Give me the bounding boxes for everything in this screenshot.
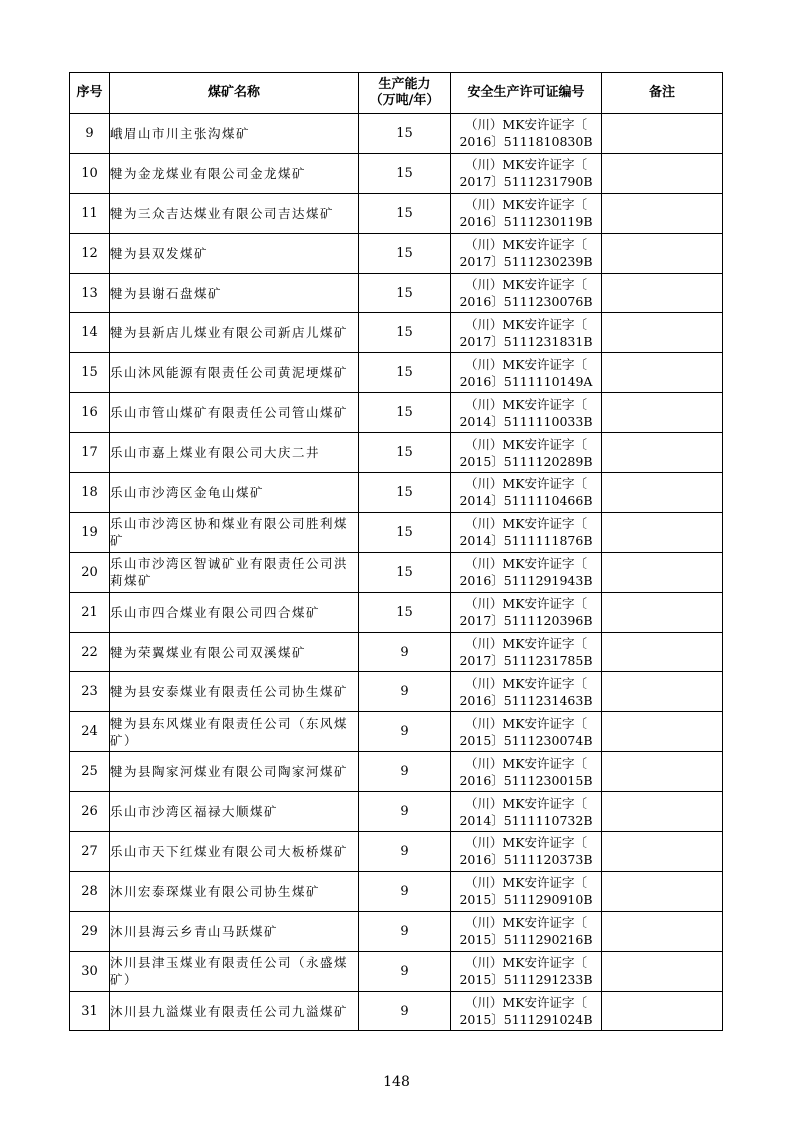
note-cell bbox=[602, 193, 723, 233]
license-line2: 2015〕5111291233B bbox=[459, 972, 593, 988]
license-line2: 2017〕5111231785B bbox=[459, 653, 593, 669]
row-number: 31 bbox=[70, 991, 110, 1031]
license-line1: （川）MK安许证字〔 bbox=[464, 476, 588, 492]
row-number: 17 bbox=[70, 433, 110, 473]
mine-name: 乐山市沙湾区金龟山煤矿 bbox=[110, 473, 359, 513]
mine-name: 犍为县陶家河煤业有限公司陶家河煤矿 bbox=[110, 752, 359, 792]
capacity-value: 9 bbox=[359, 871, 451, 911]
row-number: 29 bbox=[70, 911, 110, 951]
license-line2: 2017〕5111231831B bbox=[459, 333, 593, 349]
mine-name: 乐山市沙湾区智诚矿业有限责任公司洪莉煤矿 bbox=[110, 552, 359, 592]
header-capacity bbox=[359, 73, 451, 114]
license-number bbox=[451, 313, 602, 353]
row-number: 28 bbox=[70, 871, 110, 911]
note-cell bbox=[602, 991, 723, 1031]
mine-name: 犍为县谢石盘煤矿 bbox=[110, 273, 359, 313]
note-cell bbox=[602, 552, 723, 592]
mine-name: 犍为县东风煤业有限责任公司（东风煤矿） bbox=[110, 712, 359, 752]
license-number bbox=[451, 712, 602, 752]
note-cell bbox=[602, 752, 723, 792]
note-cell bbox=[602, 951, 723, 991]
mine-name: 峨眉山市川主张沟煤矿 bbox=[110, 114, 359, 154]
table-row bbox=[70, 832, 723, 872]
license-line2: 2015〕5111290910B bbox=[459, 892, 593, 908]
license-number bbox=[451, 353, 602, 393]
row-number: 18 bbox=[70, 473, 110, 513]
license-line2: 2016〕5111230015B bbox=[459, 772, 593, 788]
table-row bbox=[70, 393, 723, 433]
capacity-value: 15 bbox=[359, 193, 451, 233]
mine-name: 乐山市沙湾区福禄大顺煤矿 bbox=[110, 792, 359, 832]
license-number bbox=[451, 672, 602, 712]
capacity-value: 15 bbox=[359, 114, 451, 154]
mine-name: 沐川宏泰琛煤业有限公司协生煤矿 bbox=[110, 871, 359, 911]
note-cell bbox=[602, 911, 723, 951]
mine-name: 犍为荣翼煤业有限公司双溪煤矿 bbox=[110, 632, 359, 672]
header-note: 备注 bbox=[602, 73, 723, 114]
license-line1: （川）MK安许证字〔 bbox=[464, 875, 588, 891]
row-number: 20 bbox=[70, 552, 110, 592]
row-number: 15 bbox=[70, 353, 110, 393]
license-line2: 2016〕5111230119B bbox=[459, 214, 593, 230]
table-row bbox=[70, 313, 723, 353]
license-line1: （川）MK安许证字〔 bbox=[464, 755, 588, 771]
row-number: 21 bbox=[70, 592, 110, 632]
license-line2: 2016〕5111231463B bbox=[459, 692, 593, 708]
capacity-value: 15 bbox=[359, 592, 451, 632]
capacity-value: 9 bbox=[359, 951, 451, 991]
table-row bbox=[70, 911, 723, 951]
license-line1: （川）MK安许证字〔 bbox=[464, 596, 588, 612]
table-row bbox=[70, 552, 723, 592]
license-number bbox=[451, 792, 602, 832]
row-number: 12 bbox=[70, 233, 110, 273]
mine-name: 乐山市管山煤矿有限责任公司管山煤矿 bbox=[110, 393, 359, 433]
capacity-value: 9 bbox=[359, 832, 451, 872]
capacity-value: 15 bbox=[359, 473, 451, 513]
license-number bbox=[451, 512, 602, 552]
capacity-value: 15 bbox=[359, 433, 451, 473]
table-row bbox=[70, 672, 723, 712]
table-row bbox=[70, 153, 723, 193]
mine-name: 犍为金龙煤业有限公司金龙煤矿 bbox=[110, 153, 359, 193]
license-line1: （川）MK安许证字〔 bbox=[464, 197, 588, 213]
row-number: 24 bbox=[70, 712, 110, 752]
license-line1: （川）MK安许证字〔 bbox=[464, 277, 588, 292]
mine-name: 乐山沐风能源有限责任公司黄泥埂煤矿 bbox=[110, 353, 359, 393]
note-cell bbox=[602, 632, 723, 672]
note-cell bbox=[602, 473, 723, 513]
license-line1: （川）MK安许证字〔 bbox=[464, 835, 588, 851]
license-number bbox=[451, 273, 602, 313]
license-line2: 2014〕5111110732B bbox=[459, 812, 593, 828]
license-line2: 2015〕5111230074B bbox=[459, 732, 593, 748]
mine-name: 乐山市天下红煤业有限公司大板桥煤矿 bbox=[110, 832, 359, 872]
header-capacity-line2: （万吨/年） bbox=[369, 93, 440, 108]
header-capacity-line1: 生产能力 bbox=[378, 77, 431, 92]
capacity-value: 15 bbox=[359, 393, 451, 433]
mine-name: 沐川县津玉煤业有限责任公司（永盛煤矿） bbox=[110, 951, 359, 991]
table-row bbox=[70, 114, 723, 154]
license-line1: （川）MK安许证字〔 bbox=[464, 436, 588, 452]
note-cell bbox=[602, 871, 723, 911]
note-cell bbox=[602, 832, 723, 872]
license-number bbox=[451, 752, 602, 792]
license-line2: 2016〕5111230076B bbox=[459, 294, 593, 309]
license-number bbox=[451, 552, 602, 592]
license-number bbox=[451, 951, 602, 991]
mine-name: 犍为县新店儿煤业有限公司新店儿煤矿 bbox=[110, 313, 359, 353]
license-number bbox=[451, 473, 602, 513]
row-number: 22 bbox=[70, 632, 110, 672]
license-line2: 2016〕5111110149A bbox=[459, 373, 593, 389]
license-line2: 2016〕5111810830B bbox=[459, 134, 593, 150]
table-row bbox=[70, 871, 723, 911]
row-number: 14 bbox=[70, 313, 110, 353]
mine-name: 乐山市嘉上煤业有限公司大庆二井 bbox=[110, 433, 359, 473]
license-number bbox=[451, 233, 602, 273]
license-line1: （川）MK安许证字〔 bbox=[464, 795, 588, 811]
mine-name: 乐山市沙湾区协和煤业有限公司胜利煤矿 bbox=[110, 512, 359, 552]
capacity-value: 9 bbox=[359, 632, 451, 672]
row-number: 19 bbox=[70, 512, 110, 552]
header-license: 安全生产许可证编号 bbox=[451, 73, 602, 114]
row-number: 25 bbox=[70, 752, 110, 792]
mine-name: 沐川县海云乡青山马跃煤矿 bbox=[110, 911, 359, 951]
license-number bbox=[451, 832, 602, 872]
page-number: 148 bbox=[383, 1074, 410, 1090]
row-number: 9 bbox=[70, 114, 110, 154]
row-number: 16 bbox=[70, 393, 110, 433]
license-line1: （川）MK安许证字〔 bbox=[464, 556, 588, 572]
capacity-value: 9 bbox=[359, 991, 451, 1031]
license-line1: （川）MK安许证字〔 bbox=[464, 316, 588, 332]
license-line1: （川）MK安许证字〔 bbox=[464, 396, 588, 412]
table-row bbox=[70, 991, 723, 1031]
table-row bbox=[70, 712, 723, 752]
capacity-value: 15 bbox=[359, 353, 451, 393]
license-line2: 2016〕5111120373B bbox=[459, 852, 593, 868]
row-number: 26 bbox=[70, 792, 110, 832]
row-number: 30 bbox=[70, 951, 110, 991]
capacity-value: 15 bbox=[359, 153, 451, 193]
capacity-value: 15 bbox=[359, 512, 451, 552]
capacity-value: 9 bbox=[359, 672, 451, 712]
table-row bbox=[70, 473, 723, 513]
note-cell bbox=[602, 233, 723, 273]
note-cell bbox=[602, 393, 723, 433]
table-row bbox=[70, 193, 723, 233]
license-line2: 2014〕5111111876B bbox=[459, 533, 593, 549]
coal-mine-table bbox=[69, 72, 723, 1031]
license-line1: （川）MK安许证字〔 bbox=[464, 356, 588, 372]
note-cell bbox=[602, 114, 723, 154]
capacity-value: 9 bbox=[359, 792, 451, 832]
table-row bbox=[70, 792, 723, 832]
row-number: 10 bbox=[70, 153, 110, 193]
license-number bbox=[451, 871, 602, 911]
row-number: 23 bbox=[70, 672, 110, 712]
license-line1: （川）MK安许证字〔 bbox=[464, 157, 588, 173]
header-no: 序号 bbox=[70, 73, 110, 114]
row-number: 27 bbox=[70, 832, 110, 872]
table-row bbox=[70, 951, 723, 991]
license-number bbox=[451, 114, 602, 154]
license-line2: 2015〕5111290216B bbox=[459, 932, 593, 948]
table-row bbox=[70, 512, 723, 552]
table-row bbox=[70, 353, 723, 393]
note-cell bbox=[602, 592, 723, 632]
license-number bbox=[451, 393, 602, 433]
table-row bbox=[70, 233, 723, 273]
note-cell bbox=[602, 313, 723, 353]
row-number: 13 bbox=[70, 273, 110, 313]
capacity-value: 15 bbox=[359, 552, 451, 592]
table-row bbox=[70, 752, 723, 792]
license-number bbox=[451, 911, 602, 951]
note-cell bbox=[602, 353, 723, 393]
note-cell bbox=[602, 433, 723, 473]
mine-name: 乐山市四合煤业有限公司四合煤矿 bbox=[110, 592, 359, 632]
mine-name: 犍为县安泰煤业有限责任公司协生煤矿 bbox=[110, 672, 359, 712]
mine-name: 犍为三众吉达煤业有限公司吉达煤矿 bbox=[110, 193, 359, 233]
license-line1: （川）MK安许证字〔 bbox=[464, 995, 588, 1011]
table-row bbox=[70, 632, 723, 672]
capacity-value: 9 bbox=[359, 752, 451, 792]
note-cell bbox=[602, 153, 723, 193]
capacity-value: 15 bbox=[359, 233, 451, 273]
license-line2: 2016〕5111291943B bbox=[459, 573, 593, 589]
note-cell bbox=[602, 512, 723, 552]
capacity-value: 9 bbox=[359, 712, 451, 752]
license-line2: 2017〕5111231790B bbox=[459, 174, 593, 190]
license-number bbox=[451, 592, 602, 632]
license-line1: （川）MK安许证字〔 bbox=[464, 915, 588, 931]
license-number bbox=[451, 433, 602, 473]
license-line1: （川）MK安许证字〔 bbox=[464, 237, 588, 253]
license-line1: （川）MK安许证字〔 bbox=[464, 955, 588, 971]
license-number bbox=[451, 991, 602, 1031]
license-line1: （川）MK安许证字〔 bbox=[464, 636, 588, 652]
table-header-row bbox=[70, 73, 723, 114]
license-number bbox=[451, 632, 602, 672]
license-line2: 2017〕5111120396B bbox=[459, 613, 593, 629]
table-row bbox=[70, 273, 723, 313]
mine-name: 犍为县双发煤矿 bbox=[110, 233, 359, 273]
note-cell bbox=[602, 792, 723, 832]
note-cell bbox=[602, 712, 723, 752]
table-row bbox=[70, 592, 723, 632]
license-number bbox=[451, 193, 602, 233]
license-line1: （川）MK安许证字〔 bbox=[464, 675, 588, 691]
license-line2: 2017〕5111230239B bbox=[459, 254, 593, 270]
capacity-value: 9 bbox=[359, 911, 451, 951]
license-line1: （川）MK安许证字〔 bbox=[464, 715, 588, 731]
license-line2: 2015〕5111120289B bbox=[459, 453, 593, 469]
mine-name: 沐川县九溢煤业有限责任公司九溢煤矿 bbox=[110, 991, 359, 1031]
license-line2: 2014〕5111110033B bbox=[459, 413, 593, 429]
note-cell bbox=[602, 672, 723, 712]
capacity-value: 15 bbox=[359, 313, 451, 353]
table-body bbox=[70, 114, 723, 1031]
capacity-value: 15 bbox=[359, 273, 451, 313]
row-number: 11 bbox=[70, 193, 110, 233]
header-name: 煤矿名称 bbox=[110, 73, 359, 114]
license-line1: （川）MK安许证字〔 bbox=[464, 516, 588, 532]
note-cell bbox=[602, 273, 723, 313]
license-line2: 2015〕5111291024B bbox=[459, 1012, 593, 1028]
license-line2: 2014〕5111110466B bbox=[459, 493, 593, 509]
table-row bbox=[70, 433, 723, 473]
license-number bbox=[451, 153, 602, 193]
license-line1: （川）MK安许证字〔 bbox=[464, 117, 588, 133]
